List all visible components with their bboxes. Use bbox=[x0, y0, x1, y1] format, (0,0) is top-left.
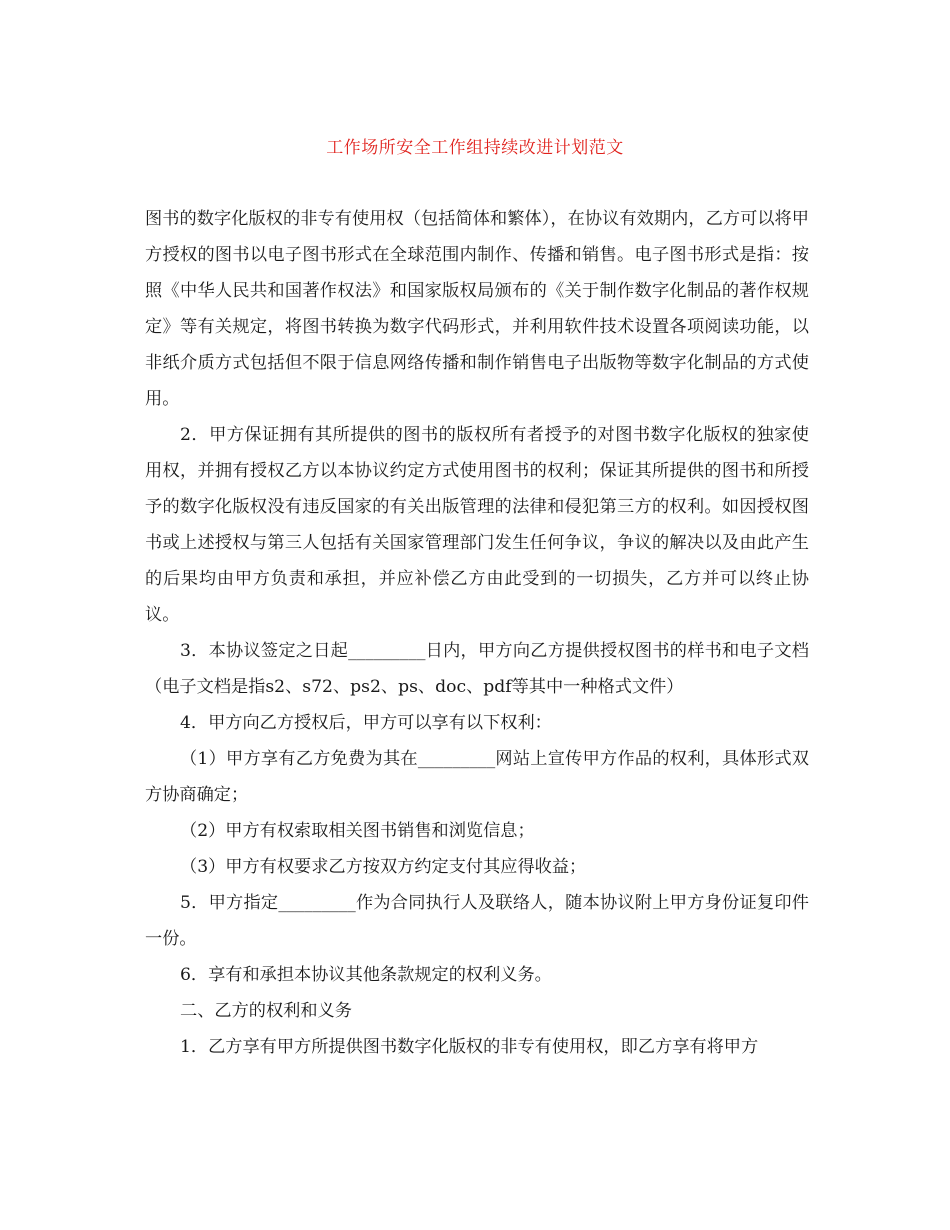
document-body bbox=[145, 201, 809, 1065]
paragraph-clause-4-1: （1）甲方享有乙方免费为其在_________网站上宣传甲方作品的权利，具体形式双方协商确定； bbox=[145, 749, 809, 805]
paragraph-clause-3: 3．本协议签定之日起_________日内，甲方向乙方提供授权图书的样书和电子文档（电子文档是指s2、s72、ps2、ps、doc、pdf等其中一种格式文件） bbox=[145, 641, 809, 697]
paragraph-party-b-clause-1: 1．乙方享有甲方所提供图书数字化版权的非专有使用权，即乙方享有将甲方 bbox=[180, 1037, 759, 1057]
paragraph-clause-2: 2．甲方保证拥有其所提供的图书的版权所有者授予的对图书数字化版权的独家使用权，并拥有授权乙方以本协议约定方式使用图书的权利；保证其所提供的图书和所授予的数字化版权没有违反国家的有关出版管理的法律和侵犯第三方的权利。如因授权图书或上述授权与第三人包括有关国家管理部门发生任何争议，争议的解决以及由此产生的后果均由甲方负责和承担，并应补偿乙方由此受到的一切损失，乙方并可以终止协议。 bbox=[145, 425, 809, 625]
paragraph-digital-rights: 图书的数字化版权的非专有使用权（包括简体和繁体），在协议有效期内，乙方可以将甲方授权的图书以电子图书形式在全球范围内制作、传播和销售。电子图书形式是指：按照《中华人民共和国著作权法》和国家版权局颁布的《关于制作数字化制品的著作权规定》等有关规定，将图书转换为数字代码形式，并利用软件技术设置各项阅读功能，以非纸介质方式包括但不限于信息网络传播和制作销售电子出版物等数字化制品的方式使用。 bbox=[145, 209, 809, 409]
document-title: 工作场所安全工作组持续改进计划范文 bbox=[326, 138, 624, 158]
paragraph-clause-4: 4．甲方向乙方授权后，甲方可以享有以下权利： bbox=[180, 713, 552, 733]
paragraph-clause-6: 6．享有和承担本协议其他条款规定的权利义务。 bbox=[180, 965, 552, 985]
paragraph-clause-4-2: （2）甲方有权索取相关图书销售和浏览信息； bbox=[180, 821, 535, 841]
section-heading-party-b: 二、乙方的权利和义务 bbox=[180, 1001, 352, 1021]
paragraph-clause-5: 5．甲方指定_________作为合同执行人及联络人，随本协议附上甲方身份证复印件一份。 bbox=[145, 893, 809, 949]
paragraph-clause-4-3: （3）甲方有权要求乙方按双方约定支付其应得收益； bbox=[180, 857, 587, 877]
